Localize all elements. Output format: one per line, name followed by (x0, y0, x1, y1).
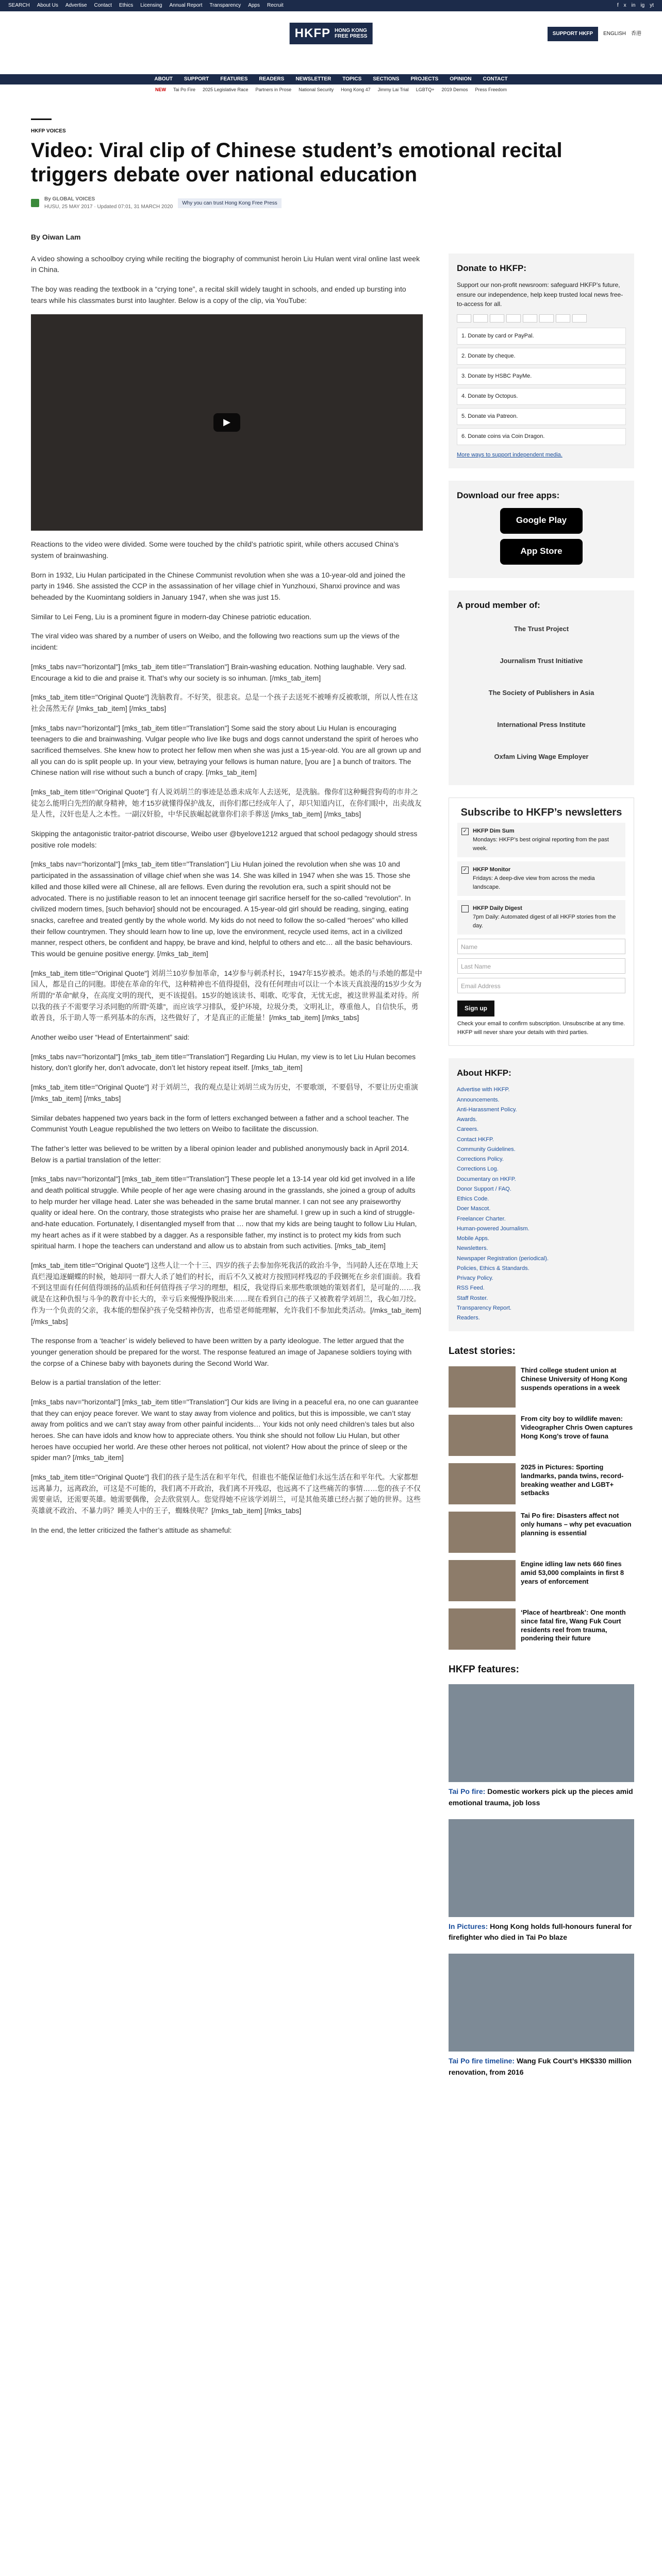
donate-option[interactable]: 2. Donate by cheque. (457, 348, 626, 365)
main-content (31, 118, 631, 2088)
sidebar (449, 253, 634, 2089)
story-thumbnail[interactable] (449, 1415, 516, 1456)
youtube-icon[interactable]: yt (650, 3, 654, 9)
nav-sections[interactable]: SECTIONS (373, 76, 400, 82)
feature-title[interactable]: Tai Po fire timeline: Wang Fuk Court’s HK$330 million renovation, from 2016 (449, 2056, 632, 2076)
kicker[interactable]: HKFP VOICES (31, 128, 66, 134)
about-link[interactable]: Contact HKFP. (457, 1136, 494, 1143)
donate-text: Support our non-profit newsroom: safeguard HKFP’s future, ensure our independence, help keep trusted local news free-to-access for all. (457, 281, 623, 308)
card-icon (506, 314, 521, 323)
paragraph: [mks_tab_item title="Original Quote"] 洗脑教育。不好笑，很悲哀。总是一个孩子去送死不被唾弃反被歌颂，所以人性在这社会荡然无存 [/mks_tab_item] [/mks_tabs] (31, 693, 418, 713)
licensing-link[interactable]: Licensing (140, 3, 162, 9)
paragraph: [mks_tab_item title="Original Quote"] 对于刘胡兰，我的观点是让刘胡兰成为历史，不要歌颂，不要倡导，不要让历史重演 [/mks_tab_item] [/mks_tabs] (31, 1083, 418, 1103)
paragraph: Similar debates happened two years back in the form of letters exchanged between a father and a school teacher. The Communist Youth League republished the two letters on Weibo to facilitate the discussion. (31, 1113, 409, 1133)
about-link[interactable]: Newsletters. (457, 1245, 488, 1252)
article-author: By Oiwan Lam (31, 232, 81, 241)
story-thumbnail[interactable] (449, 1560, 516, 1601)
contact-link[interactable]: Contact (94, 3, 112, 9)
recruit-link[interactable]: Recruit (267, 3, 284, 9)
newsletter-option[interactable]: ✓ HKFP Dim Sum Mondays: HKFP’s best original reporting from the past week. (457, 823, 625, 857)
paragraph: Similar to Lei Feng, Liu is a prominent figure in modern-day Chinese patriotic education. (31, 612, 311, 621)
top-bar (0, 0, 662, 11)
latest-story[interactable]: 2025 in Pictures: Sporting landmarks, panda twins, record-breaking weather and LGBT+ setbacks (449, 1463, 634, 1504)
donate-more-link[interactable]: More ways to support independent media. (457, 451, 562, 458)
subnav-item[interactable]: LGBTQ+ (416, 87, 435, 92)
newsletter-option[interactable]: ✓ HKFP Monitor Fridays: A deep-dive view from across the media landscape. (457, 861, 625, 896)
new-badge: NEW (155, 87, 166, 92)
ipi-logo[interactable]: International Press Institute (497, 720, 586, 728)
card-icon (539, 314, 554, 323)
about-list (457, 1085, 626, 1323)
latest-stories (449, 1344, 634, 1649)
paragraph: Below is a partial translation of the letter: (31, 1378, 161, 1387)
paragraph: In the end, the letter criticized the father’s attitude as shameful: (31, 1526, 232, 1534)
linkedin-icon[interactable]: in (631, 3, 636, 9)
ethics-link[interactable]: Ethics (119, 3, 134, 9)
about-link[interactable]: RSS Feed. (457, 1285, 485, 1292)
features (449, 1662, 634, 2078)
apps-title: Download our free apps: (457, 490, 560, 501)
site-header (0, 11, 662, 73)
story-thumbnail[interactable] (449, 1512, 516, 1553)
checkbox-icon[interactable]: ✓ (461, 867, 469, 874)
features-title: HKFP features: (449, 1664, 519, 1675)
instagram-icon[interactable]: ig (640, 3, 645, 9)
about-title: About HKFP: (457, 1068, 511, 1078)
apps-box (449, 481, 634, 578)
donate-option[interactable]: 1. Donate by card or PayPal. (457, 328, 626, 345)
donate-box (449, 253, 634, 469)
paragraph: A video showing a schoolboy crying while reciting the biography of communist heroin Liu Hulan went viral online last week in China. (31, 254, 420, 274)
card-icon (572, 314, 587, 323)
about-link[interactable]: Readers. (457, 1315, 480, 1321)
paragraph: Reactions to the video were divided. Some were touched by the child’s patriotic spirit, while others accused China’s system of brainwashing. (31, 540, 399, 560)
newsletter-option[interactable]: HKFP Daily Digest 7pm Daily: Automated digest of all HKFP stories from the day. (457, 900, 625, 935)
annual-report-link[interactable]: Annual Report (169, 3, 203, 9)
nav-about[interactable]: ABOUT (154, 76, 173, 82)
facebook-icon[interactable]: f (617, 3, 619, 9)
about-link[interactable]: Corrections Log. (457, 1166, 499, 1173)
main-nav (0, 74, 662, 84)
sub-nav (0, 87, 662, 96)
card-icon (490, 314, 504, 323)
nav-features[interactable]: FEATURES (220, 76, 248, 82)
subnav-item[interactable]: Press Freedom (475, 87, 507, 92)
about-link[interactable]: Freelancer Charter. (457, 1215, 506, 1222)
paragraph: [mks_tab_item title="Original Quote"] 这些人让一个十三、四岁的孩子去参加你死我活的政治斗争，当同龄人还在草地上天真烂漫追逐蝴蝶的时候，她却同一群大人杀了她们的村长，而后不久又被对方按照同样残忍的手段铡死在乡亲们面前。我看不到这里面有任何值得颂扬的品质和任何值得孩子学习的理想，相反，我觉得后来那些歌颂她的策划者们，是可耻的……我就是在这种仇恨与斗争的教育中长大的，幸亏后来慢慢挣脱出来……现在看到自己的孩子又被教着学刘胡兰，我心如刀绞。作为一个负责的父亲，我本能的想保护孩子免受精神伤害，也希望老师能理解，允许我们不参加此类活动。[/mks_tab_item] [/mks_tabs] (31, 1261, 421, 1326)
feature-title[interactable]: In Pictures: Hong Kong holds full-honours funeral for firefighter who died in Tai Po blaze (449, 1922, 632, 1942)
paragraph: [mks_tab_item title="Original Quote"] 我们的孩子是生活在和平年代，但谁也不能保证他们永远生活在和平年代。大家都想远离暴力，远离政治，可这是不可能的，我们离不开政治，我们离不开残忍，也远离不了这些痛苦的事情……您的孩子不仅需要童话，还需要英雄。她需要偶像，会去欣赏别人。您觉得她不应该学刘胡兰，可是其他英雄已经占据了她的世界。这些英雄就不政治、不暴力吗？睡美人中的王子，蜘蛛侠呢？[/mks_tab_item] [/mks_tabs] (31, 1473, 421, 1515)
about-link[interactable]: Doer Mascot. (457, 1206, 491, 1212)
subnav-item[interactable]: 2019 Demos (441, 87, 468, 92)
oxfam-logo[interactable]: Oxfam Living Wage Employer (494, 752, 589, 760)
content-columns (31, 253, 631, 2089)
story-thumbnail[interactable] (449, 1463, 516, 1504)
nav-contact[interactable]: CONTACT (483, 76, 508, 82)
byline-row (31, 195, 631, 211)
support-button[interactable]: SUPPORT HKFP (548, 27, 598, 41)
latest-story[interactable]: Engine idling law nets 660 fines amid 53,000 complaints in first 8 years of enforcement (449, 1560, 634, 1601)
video-player[interactable] (31, 314, 423, 531)
nav-projects[interactable]: PROJECTS (410, 76, 439, 82)
about-link[interactable]: Privacy Policy. (457, 1275, 493, 1282)
about-link[interactable]: Policies, Ethics & Standards. (457, 1265, 529, 1272)
feature-title[interactable]: Tai Po fire: Domestic workers pick up the pieces amid emotional trauma, job loss (449, 1787, 633, 1807)
paragraph: [mks_tabs nav="horizontal"] [mks_tab_item title="Translation"] Our kids are living in a peaceful era, no one can guarantee that they can enjoy peace forever. We want to stay away from violence and politics, but this is impossible, we can’t stay away from politics and we can’t stay away from other painful incidents… Your kids not only need children’s tales but also heroes. She can have idols and know how to appreciate others. You think she should not follow Liu Hulan, but other heroes have occupied her world. Are these other heroes not political, not violent? How about the prince of sleep or the spider man? [/mks_tab_item] (31, 1397, 419, 1462)
email-field[interactable]: Email Address (457, 978, 625, 993)
advertise-link[interactable]: Advertise (65, 3, 87, 9)
paragraph: [mks_tabs nav="horizontal"] [mks_tab_item title="Translation"] Brain-washing education. Nothing laughable. Very sad. Encourage a kid to die and praise it. That’s why our society is so inhuman. [/mks_tab_item] (31, 662, 407, 682)
donate-option[interactable]: 6. Donate coins via Coin Dragon. (457, 428, 626, 445)
about-link[interactable]: Awards. (457, 1116, 477, 1123)
subnav-item[interactable]: Jimmy Lai Trial (377, 87, 409, 92)
subnav-item[interactable]: Hong Kong 47 (341, 87, 371, 92)
logo-subtitle: HONG KONG FREE PRESS (334, 28, 368, 39)
story-thumbnail[interactable] (449, 1366, 516, 1408)
logo-wordmark: HKFP (294, 26, 330, 41)
paragraph: [mks_tabs nav="horizontal"] [mks_tab_item title="Translation"] Regarding Liu Hulan, my view is to let Liu Hulan becomes history, don’t glorify her, don’t advocate, don’t let history repeat itself. [/mks_tab_item] (31, 1052, 416, 1072)
signup-button[interactable]: Sign up (457, 1001, 494, 1016)
jti-logo[interactable]: Journalism Trust Initiative (500, 656, 583, 665)
paragraph: [mks_tabs nav="horizontal"] [mks_tab_item title="Translation"] These people let a 13-14 year old kid get involved in a life and death political struggle. While people of her age were chasing around in the grasslands, she joined a group of adults to help murder her village head. Later she was beheaded in the same brutal manner. I can not see any praiseworthy quality or ideal here. On the contrary, those strategists who praise her are shameful. I grew up in such a kind of struggle-and-hate education. Fortunately, I disentangled myself from that … now that my kids are being taught to follow Liu Hulan, my heart aches as if it were stabbed by a dagger. As a responsible father, my instinct is to protect my kids from such spiritual harm. I hope the teachers can understand and allow us to abstain from such activities. [/mks_tab_item] (31, 1175, 417, 1250)
about-link[interactable]: Careers. (457, 1126, 479, 1133)
feature-image[interactable] (449, 1819, 634, 1917)
paragraph: [mks_tab_item title="Original Quote"] 有人说刘胡兰的事迹是怂恿未成年人去送死，是洗脑。像你们这种蝇营狗苟的市井之徒怎么能明白先烈的献身精神，她才15岁就懂得保护战友，而你们都已经成年人了，却只知道内讧，在你们眼中，出卖战友是人性，汉奸也是人之本性。一副汉奸脸，中华民族崛起就靠你们亲手葬送 [/mks_tab_item] [/mks_tabs] (31, 788, 422, 819)
latest-story[interactable]: ‘Place of heartbreak’: One month since fatal fire, Wang Fuk Court residents reel from trauma, pondering their future (449, 1608, 634, 1650)
about-link[interactable]: Transparency Report. (457, 1304, 511, 1311)
paragraph: [mks_tabs nav="horizontal"] [mks_tab_item title="Translation"] Liu Hulan joined the revolution when she was 10 and participated in the assassination of village chief when she was 14. She was killed in 1947 when she was 15. Those she killed and those killed were all Chinese, all are fellows. Even during the revolution era, such a spirit should not be advocated. There is no justifiable reason to let an innocent teenage girl sacrifice herself for the so-called “revolution”. In civilized modern times, [such behavior] should not be encouraged. A 15-year-old girl should be reading, singing, eating snacks, carefree and treated gently by the whole world. My kids do not need to follow the so-called “heroes” who killed their fellow countrymen. They should learn how to line up, love the environment, recycle used items, act in a civilized manner, respect others, be confident and happy, be brave and kind, helpful to others and etc… all the basic behaviours. This would be genuine positive energy. [/mks_tab_item] (31, 860, 412, 958)
subnav-item[interactable]: Partners in Prose (255, 87, 292, 92)
nav-support[interactable]: SUPPORT (184, 76, 209, 82)
card-icon (457, 314, 471, 323)
language-english[interactable]: ENGLISH (603, 31, 626, 37)
newsletter-note: Check your email to confirm subscription. Unsubscribe at any time. HKFP will never share your details with third parties. (457, 1020, 625, 1036)
nav-topics[interactable]: TOPICS (342, 76, 362, 82)
title-rule (31, 118, 52, 120)
transparency-link[interactable]: Transparency (209, 3, 241, 9)
about-link[interactable]: Corrections Policy. (457, 1156, 504, 1163)
latest-story[interactable]: Tai Po fire: Disasters affect not only humans – why pet evacuation planning is essential (449, 1512, 634, 1553)
trust-project-logo[interactable]: The Trust Project (514, 624, 569, 633)
last-name-field[interactable]: Last Name (457, 958, 625, 974)
story-thumbnail[interactable] (449, 1608, 516, 1650)
donate-title: Donate to HKFP: (457, 263, 527, 273)
about-link[interactable]: About Us (37, 3, 58, 9)
about-link[interactable]: Announcements. (457, 1096, 500, 1103)
nav-opinion[interactable]: OPINION (450, 76, 472, 82)
about-link[interactable]: Documentary on HKFP. (457, 1176, 516, 1182)
nav-newsletter[interactable]: NEWSLETTER (295, 76, 332, 82)
payment-cards (457, 314, 626, 323)
donate-option[interactable]: 4. Donate by Octopus. (457, 388, 626, 405)
member-box (449, 590, 634, 785)
play-icon[interactable]: ▶ (213, 413, 240, 432)
newsletter-title: Subscribe to HKFP’s newsletters (460, 806, 622, 818)
card-icon (556, 314, 570, 323)
about-link[interactable]: Human-powered Journalism. (457, 1225, 529, 1232)
subnav-item[interactable]: Tai Po Fire (173, 87, 195, 92)
about-link[interactable]: Staff Roster. (457, 1295, 488, 1301)
newsletter-box (449, 798, 634, 1046)
paragraph: [mks_tab_item title="Original Quote"] 刘胡兰10岁参加革命，14岁参与刺杀村长，1947年15岁被杀。她杀的与杀她的都是中国人，都是自己的同胞。即使在革命的年代，这种精神也不值得提倡，没有任何理由可以让一个本该天真浪漫的15岁少女为所谓的“革命”献身，在高度文明的现代，更不该提倡。15岁的她该读书、唱歌、吃零食，无忧无虑，被这世界温柔对待。所以我的孩子不需要学习杀同胞的所谓“英雄”，而应该学习排队，爱护环境，垃圾分类，文明礼让，尊重他人，自信快乐，勇敢善良，乐于助人等一系列基本的东西，这些做好了，才是真正的正能量！[/mks_tab_item] [/mks_tabs] (31, 969, 422, 1022)
about-link[interactable]: Newspaper Registration (periodical). (457, 1255, 549, 1262)
latest-story[interactable]: From city boy to wildlife maven: Videographer Chris Owen captures Hong Kong’s trove of fauna (449, 1415, 634, 1456)
paragraph: Another weibo user “Head of Entertainment” said: (31, 1033, 190, 1042)
subnav-item[interactable]: National Security (299, 87, 334, 92)
paragraph: The response from a ‘teacher’ is widely believed to have been written by a party ideologue. The letter argued that the younger generation should be prepared for the worst. The response featured an image of Japanese soldiers toying with the corpse of a Chinese baby with bayonets during the Second World War. (31, 1336, 412, 1367)
donate-option[interactable]: 3. Donate by HSBC PayMe. (457, 368, 626, 385)
x-icon[interactable]: x (623, 3, 626, 9)
latest-story[interactable]: Third college student union at Chinese University of Hong Kong suspends operations in a week (449, 1366, 634, 1408)
about-link[interactable]: Ethics Code. (457, 1196, 489, 1202)
about-link[interactable]: Mobile Apps. (457, 1235, 489, 1242)
search-link[interactable]: SEARCH (8, 3, 30, 9)
card-icon (523, 314, 537, 323)
paragraph: The father’s letter was believed to be written by a liberal opinion leader and published anonymously back in April 2014. Below is a partial translation of the letter: (31, 1144, 409, 1164)
checkbox-icon[interactable]: ✓ (461, 828, 469, 835)
article-title: Video: Viral clip of Chinese student’s emotional recital triggers debate over national education (31, 139, 562, 186)
member-title: A proud member of: (457, 600, 540, 610)
card-icon (473, 314, 488, 323)
latest-title: Latest stories: (449, 1346, 516, 1357)
about-link[interactable]: Anti-Harassment Policy. (457, 1106, 517, 1113)
donate-option[interactable]: 5. Donate via Patreon. (457, 408, 626, 425)
nav-readers[interactable]: READERS (259, 76, 285, 82)
hkfp-logo[interactable] (290, 23, 373, 44)
author-avatar (31, 199, 39, 207)
paragraph: [mks_tabs nav="horizontal"] [mks_tab_item title="Translation"] Some said the story about Liu Hulan is encouraging teenagers to die and brainwashing. Vulgar people who live like bugs and dogs cannot understand the spirit of heroes who sacrificed themselves. She knew how to protect her fellow men when she was just a 15-year-old. You are all grown up and all you can do is split people up. In your view, betraying your fellows is human nature, [you are ] a bunch of traitors. The Chinese nation will rise without such a bunch of crapy. [/mks_tab_item] (31, 723, 421, 777)
paragraph: The viral video was shared by a number of users on Weibo, and the following two reactions sum up the views of the incident: (31, 632, 400, 652)
paragraph: Skipping the antagonistic traitor-patriot discourse, Weibo user @byelove1212 argued that school pedagogy should stress positive role models: (31, 829, 418, 849)
trust-link[interactable]: Why you can trust Hong Kong Free Press (178, 198, 282, 209)
byline: By GLOBAL VOICES HUSU, 25 MAY 2017 · Updated 07:01, 31 MARCH 2020 (44, 196, 173, 210)
article-body (31, 253, 423, 2089)
about-link[interactable]: Community Guidelines. (457, 1146, 516, 1153)
subnav-item[interactable]: 2025 Legislative Race (202, 87, 249, 92)
checkbox-icon[interactable] (461, 905, 469, 912)
feature-image[interactable] (449, 1954, 634, 2052)
feature-image[interactable] (449, 1684, 634, 1782)
language-chinese[interactable]: 香港 (631, 31, 641, 37)
about-link[interactable]: Donor Support / FAQ. (457, 1185, 511, 1192)
app-store-button[interactable]: App Store (500, 539, 583, 565)
apps-link[interactable]: Apps (248, 3, 260, 9)
paragraph: The boy was reading the textbook in a “crying tone”, a recital skill widely taught in schools, and ended up bursting into tears while his classmates burst into laughter. Below is a copy of the clip, via YouTube: (31, 284, 406, 304)
google-play-button[interactable]: Google Play (500, 508, 583, 534)
first-name-field[interactable]: Name (457, 939, 625, 954)
sopa-logo[interactable]: The Society of Publishers in Asia (488, 688, 594, 697)
about-link[interactable]: Advertise with HKFP. (457, 1087, 510, 1093)
paragraph: Born in 1932, Liu Hulan participated in the Chinese Communist revolution when she was a 10-year-old and joined the party in 1946. She assisted the CCP in the assassination of her village chief in Yunzhouxi, Shanxi province and was beheaded by the Kuomintang soldiers in January 1947, when she was just 15. (31, 570, 406, 602)
about-box (449, 1058, 634, 1331)
